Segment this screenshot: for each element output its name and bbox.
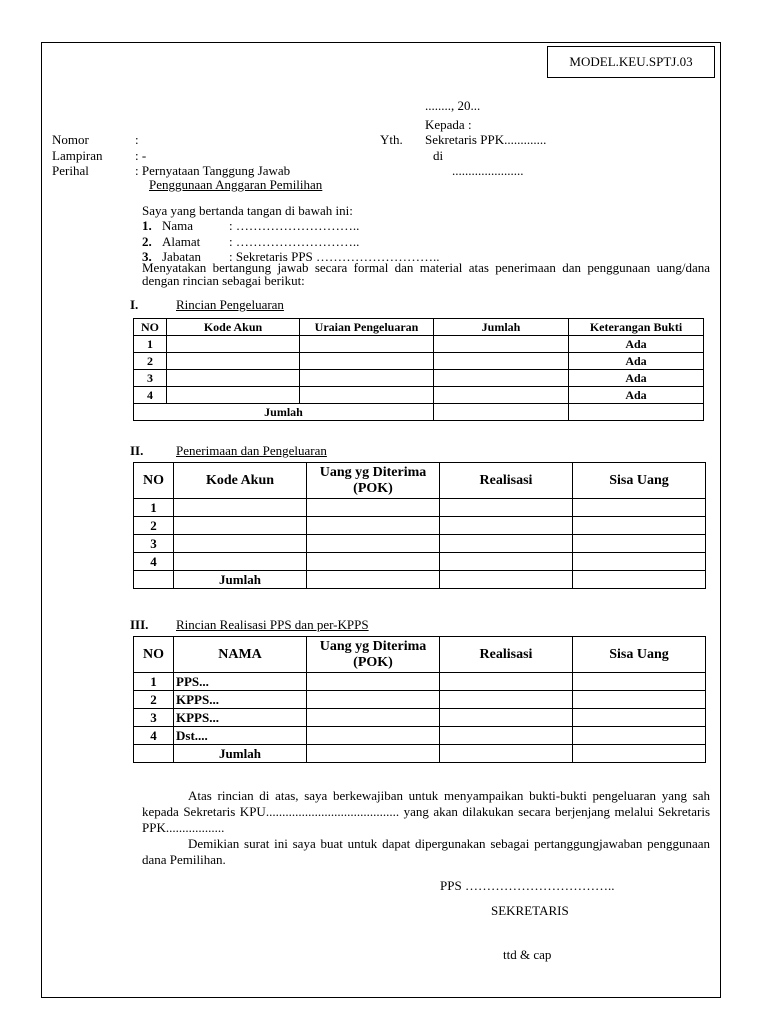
uraian-cell[interactable]: [300, 336, 434, 353]
kode-akun-cell[interactable]: [174, 499, 307, 517]
place-field: ......................: [452, 163, 524, 178]
closing-paragraph-1: Atas rincian di atas, saya berkewajiban untuk menyampaikan bukti-bukti pengeluaran yang sah kepada Sekretaris KPU......................................... yang akan dilakukan secara berjenjang melalui Sekretaris PPK..................: [142, 788, 710, 835]
section1-title: Rincian Pengeluaran: [176, 297, 284, 312]
col-header-uang: [307, 637, 440, 673]
total-label: Jumlah: [174, 745, 307, 763]
table-total-row: [134, 571, 706, 589]
realisasi-cell[interactable]: [440, 709, 573, 727]
nama-cell: KPPS...: [174, 691, 307, 709]
realisasi-cell[interactable]: [440, 535, 573, 553]
perihal-value: : Pernyataan Tanggung Jawab: [135, 163, 291, 178]
row-number: 2: [134, 517, 174, 535]
realisasi-cell[interactable]: [440, 673, 573, 691]
col-header: Keterangan Bukti: [569, 319, 704, 336]
col-header: NO: [134, 319, 167, 336]
uang-cell[interactable]: [307, 553, 440, 571]
row-number: 1: [134, 673, 174, 691]
table-row: [134, 709, 706, 727]
kode-akun-cell[interactable]: [167, 370, 300, 387]
kepada-label: Kepada :: [425, 117, 472, 132]
table-header-row: [134, 637, 706, 673]
table-row: [134, 673, 706, 691]
sisa-cell[interactable]: [573, 517, 706, 535]
col-header: Sisa Uang: [573, 463, 706, 499]
field-value-alamat: : ………………………..: [229, 234, 360, 249]
model-code-box: MODEL.KEU.SPTJ.03: [547, 46, 715, 78]
col-header-uang-line2: (POK): [353, 654, 393, 670]
col-header-uang-line2: (POK): [353, 480, 393, 496]
total-realisasi-cell[interactable]: [440, 745, 573, 763]
table-header-row: [134, 319, 704, 336]
kode-akun-cell[interactable]: [167, 387, 300, 404]
field-label-jabatan: Jabatan: [162, 249, 201, 264]
realisasi-cell[interactable]: [440, 727, 573, 745]
keterangan-cell: Ada: [569, 370, 704, 387]
realisasi-cell[interactable]: [440, 517, 573, 535]
table-row: [134, 517, 706, 535]
total-realisasi-cell[interactable]: [440, 571, 573, 589]
closing-paragraph-2: Demikian surat ini saya buat untuk dapat dipergunakan sebagai pertanggungjawaban penggunaan dana Pemilihan.: [142, 836, 710, 867]
lampiran-label: Lampiran: [52, 148, 103, 163]
total-uang-cell[interactable]: [307, 745, 440, 763]
sisa-cell[interactable]: [573, 691, 706, 709]
sisa-cell[interactable]: [573, 499, 706, 517]
table-row: [134, 691, 706, 709]
col-header-uang: [307, 463, 440, 499]
field-num: 3.: [142, 249, 152, 264]
kode-akun-cell[interactable]: [174, 553, 307, 571]
col-header: Kode Akun: [174, 463, 307, 499]
row-number: 2: [134, 691, 174, 709]
field-num: 2.: [142, 234, 152, 249]
sisa-cell[interactable]: [573, 553, 706, 571]
col-header: Jumlah: [434, 319, 569, 336]
uang-cell[interactable]: [307, 517, 440, 535]
row-number: 4: [134, 727, 174, 745]
yth-label: Yth.: [380, 132, 403, 147]
sisa-cell[interactable]: [573, 709, 706, 727]
col-header: Sisa Uang: [573, 637, 706, 673]
total-label: Jumlah: [134, 404, 434, 421]
uang-cell[interactable]: [307, 673, 440, 691]
section3-title: Rincian Realisasi PPS dan per-KPPS: [176, 617, 369, 632]
table-header-row: [134, 463, 706, 499]
row-number: 1: [134, 336, 167, 353]
uang-cell[interactable]: [307, 727, 440, 745]
col-header: Uraian Pengeluaran: [300, 319, 434, 336]
total-sisa-cell[interactable]: [573, 571, 706, 589]
table-total-row: [134, 404, 704, 421]
table-row: [134, 387, 704, 404]
jumlah-cell[interactable]: [434, 370, 569, 387]
uang-cell[interactable]: [307, 535, 440, 553]
total-sisa-cell[interactable]: [573, 745, 706, 763]
realisasi-cell[interactable]: [440, 499, 573, 517]
realization-table: [133, 636, 706, 763]
receipt-table: [133, 462, 706, 589]
kode-akun-cell[interactable]: [174, 517, 307, 535]
col-header: NAMA: [174, 637, 307, 673]
col-header: NO: [134, 463, 174, 499]
recipient: Sekretaris PPK.............: [425, 132, 547, 147]
perihal-label: Perihal: [52, 163, 89, 178]
row-number: 4: [134, 553, 174, 571]
di-label: di: [433, 148, 444, 163]
section2-title: Penerimaan dan Pengeluaran: [176, 443, 327, 458]
total-no-cell: [134, 745, 174, 763]
nama-cell: PPS...: [174, 673, 307, 691]
nama-cell: Dst....: [174, 727, 307, 745]
expense-table: [133, 318, 704, 421]
section3-numeral: III.: [130, 617, 149, 632]
pps-signature-line: PPS ……………………………..: [440, 878, 615, 893]
uang-cell[interactable]: [307, 691, 440, 709]
perihal-value-line2: Penggunaan Anggaran Pemilihan: [149, 177, 323, 192]
field-label-alamat: Alamat: [162, 234, 201, 249]
field-value-jabatan: : Sekretaris PPS ………………………..: [229, 249, 440, 264]
nomor-value: :: [135, 132, 139, 147]
total-uang-cell[interactable]: [307, 571, 440, 589]
keterangan-cell: Ada: [569, 387, 704, 404]
sisa-cell[interactable]: [573, 535, 706, 553]
col-header: Realisasi: [440, 637, 573, 673]
uraian-cell[interactable]: [300, 370, 434, 387]
section2-numeral: II.: [130, 443, 144, 458]
ttd-cap-label: ttd & cap: [503, 947, 552, 962]
uang-cell[interactable]: [307, 499, 440, 517]
col-header: Kode Akun: [167, 319, 300, 336]
uraian-cell[interactable]: [300, 353, 434, 370]
row-number: 3: [134, 370, 167, 387]
letter-date: ........, 20...: [425, 98, 481, 113]
col-header: Realisasi: [440, 463, 573, 499]
jumlah-cell[interactable]: [434, 353, 569, 370]
kode-akun-cell[interactable]: [167, 336, 300, 353]
uraian-cell[interactable]: [300, 387, 434, 404]
realisasi-cell[interactable]: [440, 553, 573, 571]
table-row: [134, 499, 706, 517]
table-total-row: [134, 745, 706, 763]
row-number: 3: [134, 535, 174, 553]
table-row: [134, 553, 706, 571]
row-number: 1: [134, 499, 174, 517]
keterangan-cell: Ada: [569, 336, 704, 353]
field-value-nama: : ………………………..: [229, 218, 360, 233]
total-no-cell: [134, 571, 174, 589]
table-row: [134, 353, 704, 370]
table-row: [134, 370, 704, 387]
nama-cell: KPPS...: [174, 709, 307, 727]
uang-cell[interactable]: [307, 709, 440, 727]
lampiran-value: : -: [135, 148, 147, 163]
sisa-cell[interactable]: [573, 727, 706, 745]
sisa-cell[interactable]: [573, 673, 706, 691]
row-number: 4: [134, 387, 167, 404]
total-label: Jumlah: [174, 571, 307, 589]
table-row: [134, 727, 706, 745]
keterangan-cell: Ada: [569, 353, 704, 370]
kode-akun-cell[interactable]: [167, 353, 300, 370]
jumlah-cell[interactable]: [434, 336, 569, 353]
section1-numeral: I.: [130, 297, 139, 312]
declaration-text: Menyatakan bertangung jawab secara formal dan material atas penerimaan dan penggunaan uang/dana dengan rincian sebagai berikut:: [142, 260, 710, 288]
nomor-label: Nomor: [52, 132, 89, 147]
total-jumlah-cell[interactable]: [434, 404, 569, 421]
field-num: 1.: [142, 218, 152, 233]
table-row: [134, 336, 704, 353]
col-header-uang-line1: Uang yg Diterima: [319, 464, 427, 480]
col-header: NO: [134, 637, 174, 673]
row-number: 3: [134, 709, 174, 727]
realisasi-cell[interactable]: [440, 691, 573, 709]
total-ket-cell: [569, 404, 704, 421]
row-number: 2: [134, 353, 167, 370]
table-row: [134, 535, 706, 553]
kode-akun-cell[interactable]: [174, 535, 307, 553]
statement-intro: Saya yang bertanda tangan di bawah ini:: [142, 203, 353, 218]
field-label-nama: Nama: [162, 218, 194, 233]
col-header-uang-line1: Uang yg Diterima: [319, 638, 427, 654]
jumlah-cell[interactable]: [434, 387, 569, 404]
sekretaris-title: SEKRETARIS: [491, 903, 569, 918]
